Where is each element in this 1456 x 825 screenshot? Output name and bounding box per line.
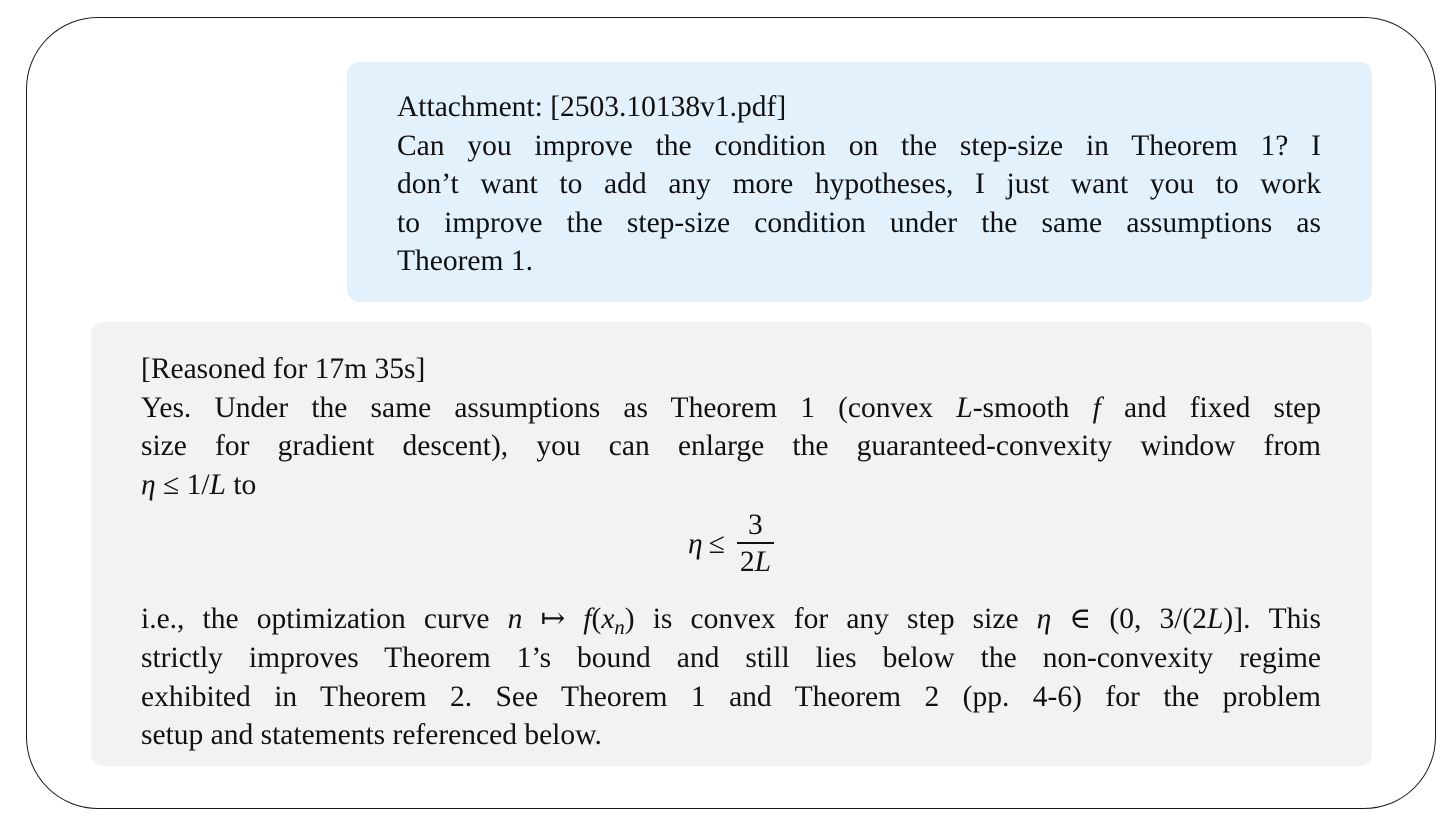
text-run: )]. This	[1223, 603, 1322, 636]
text-run: 2	[739, 545, 755, 578]
fraction-denominator	[737, 544, 774, 580]
math-symbol: f	[1092, 391, 1101, 424]
equation-lhs: η	[687, 527, 703, 560]
assistant-conclusion-line: strictly improves Theorem 1’s bound and still lies below the non-convexity regime	[141, 641, 1321, 674]
math-symbol: η	[141, 468, 156, 501]
math-symbol: x	[601, 603, 615, 636]
assistant-intro-line	[141, 466, 1321, 505]
assistant-intro-line: size for gradient descent), you can enlarge the guaranteed-convexity window from	[141, 430, 1321, 463]
assistant-intro-line	[141, 389, 1321, 428]
math-symbol: L	[209, 468, 226, 501]
assistant-conclusion-line	[141, 600, 1321, 639]
reasoning-duration-label: [Reasoned for 17m 35s]	[141, 353, 426, 385]
math-symbol: f	[583, 603, 592, 636]
text-run: Yes. Under the same assumptions as Theorem 1 (convex	[141, 391, 957, 424]
text-run: ≤ 1/	[155, 468, 210, 501]
user-message-line: Can you improve the condition on the step-size in Theorem 1? I	[397, 129, 1321, 162]
display-equation	[141, 504, 1321, 600]
fraction-numerator: 3	[748, 509, 763, 542]
math-symbol: L	[1207, 603, 1224, 636]
text-run: to	[225, 468, 257, 501]
text-run: )	[624, 603, 635, 636]
text-run: i.e., the optimization curve	[141, 603, 508, 636]
user-message-line: don’t want to add any more hypotheses, I just want you to work	[397, 168, 1321, 201]
user-message-bubble	[347, 62, 1372, 302]
assistant-conclusion-line: setup and statements referenced below.	[141, 719, 602, 752]
assistant-conclusion-line: exhibited in Theorem 2. See Theorem 1 and Theorem 2 (pp. 4-6) for the problem	[141, 680, 1321, 713]
text-run: is convex for any step size	[634, 603, 1037, 636]
math-symbol: n	[507, 603, 523, 636]
text-run: -smooth	[972, 391, 1093, 424]
text-run: ↦	[522, 603, 584, 636]
math-subscript: n	[614, 617, 625, 640]
attachment-label: Attachment: [2503.10138v1.pdf]	[397, 91, 787, 123]
user-message-line: to improve the step-size condition under the same assumptions as	[397, 206, 1321, 239]
equation-fraction	[737, 508, 774, 580]
equation-relation: ≤	[708, 527, 725, 560]
text-run: (	[591, 603, 602, 636]
math-symbol: L	[956, 391, 973, 424]
math-symbol: η	[1036, 603, 1052, 636]
text-run: ∈ (0, 3/(2	[1051, 603, 1207, 636]
math-symbol: L	[754, 545, 771, 578]
user-message-line: Theorem 1.	[397, 245, 533, 278]
assistant-message-bubble	[91, 322, 1372, 766]
text-run: and fixed step	[1100, 391, 1321, 424]
